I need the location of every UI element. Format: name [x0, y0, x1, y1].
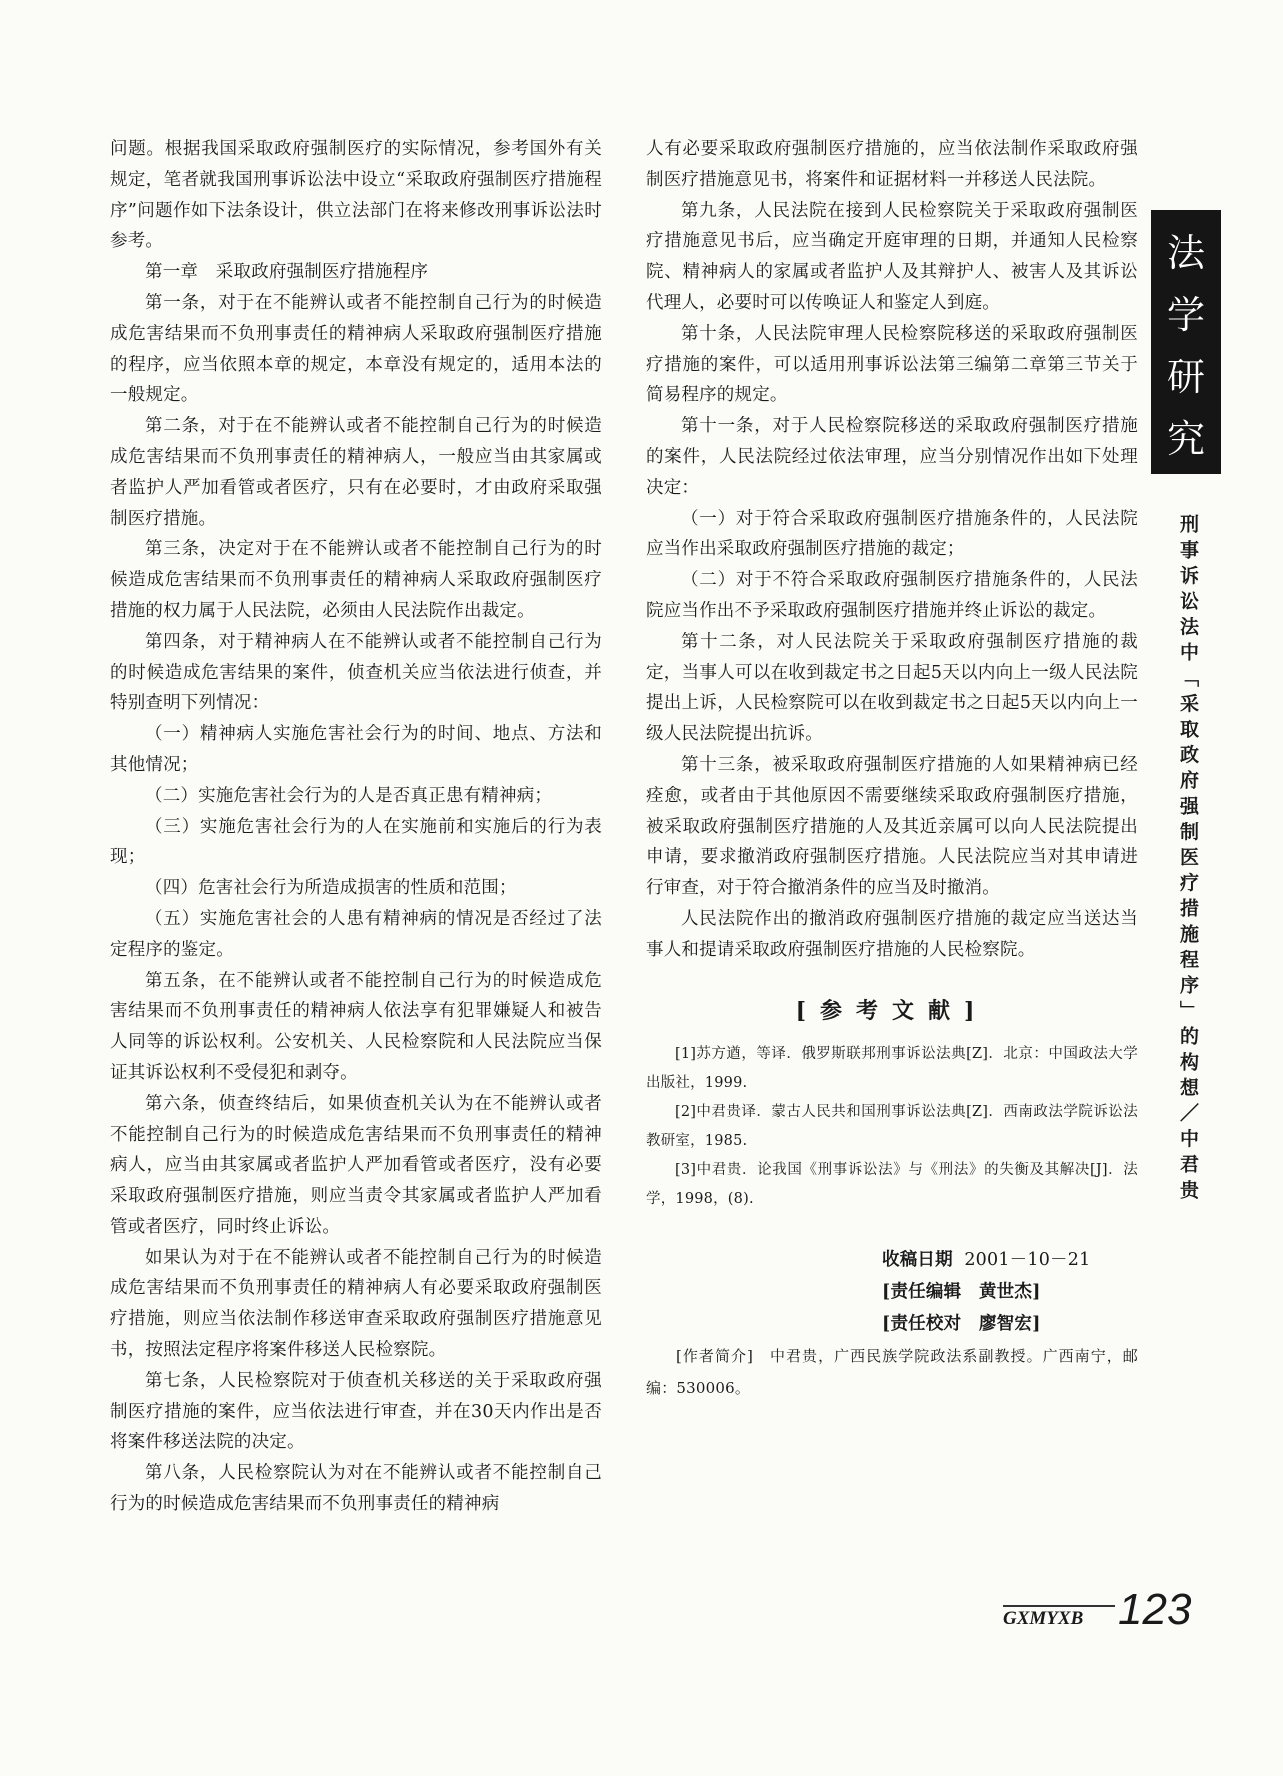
- left-column: [110, 134, 602, 1520]
- article-metadata: [646, 1244, 1138, 1340]
- section-tab-char: 学: [1166, 292, 1205, 337]
- section-tab: [1151, 210, 1221, 474]
- article-10: 第十条，人民法院审理人民检察院移送的采取政府强制医疗措施的案件，可以适用刑事诉讼法第三编第二章第三节关于简易程序的规定。: [646, 323, 1138, 406]
- article-4-item-5: （五）实施危害社会的人患有精神病的情况是否经过了法定程序的鉴定。: [110, 908, 602, 960]
- article-8-continued: 人有必要采取政府强制医疗措施的，应当依法制作采取政府强制医疗措施意见书，将案件和证据材料一并移送人民法院。: [646, 139, 1138, 190]
- reference-1: [1]苏方遒，等译．俄罗斯联邦刑事诉讼法典[Z]．北京：中国政法大学出版社，1999.: [646, 1045, 1138, 1091]
- article-4-item-1: （一）精神病人实施危害社会行为的时间、地点、方法和其他情况；: [110, 724, 602, 775]
- article-4-item-3: （三）实施危害社会行为的人在实施前和实施后的行为表现；: [110, 816, 602, 868]
- author-note: [作者简介] 中君贵，广西民族学院政法系副教授。广西南宁，邮编：530006。: [646, 1346, 1138, 1397]
- article-13-continued: 人民法院作出的撤消政府强制医疗措施的裁定应当送达当事人和提请采取政府强制医疗措施的人民检察院。: [646, 908, 1138, 960]
- article-7: 第七条，人民检察院对于侦查机关移送的关于采取政府强制医疗措施的案件，应当依法进行审查，并在30天内作出是否将案件移送法院的决定。: [110, 1370, 602, 1453]
- received-label: 收稿日期: [882, 1249, 953, 1270]
- article-9: 第九条，人民法院在接到人民检察院关于采取政府强制医疗措施意见书后，应当确定开庭审理的日期，并通知人民检察院、精神病人的家属或者监护人及其辩护人、被害人及其诉讼代理人，必要时可以传唤证人和鉴定人到庭。: [646, 200, 1138, 313]
- article-6-continued: 如果认为对于在不能辨认或者不能控制自己行为的时候造成危害结果而不负刑事责任的精神病人有必要采取政府强制医疗措施，则应当依法制作移送审查采取政府强制医疗措施意见书，按照法定程序将案件移送人民检察院。: [110, 1247, 602, 1361]
- article-6: 第六条，侦查终结后，如果侦查机关认为在不能辨认或者不能控制自己行为的时候造成危害结果而不负刑事责任的精神病人，应当由其家属或者监护人严加看管或者医疗，没有必要采取政府强制医疗措施，则应当责令其家属或者监护人严加看管或者医疗，同时终止诉讼。: [110, 1093, 602, 1237]
- article-3: 第三条，决定对于在不能辨认或者不能控制自己行为的时候造成危害结果而不负刑事责任的精神病人采取政府强制医疗措施的权力属于人民法院，必须由人民法院作出裁定。: [110, 539, 602, 621]
- footer-rule: [1003, 1605, 1115, 1607]
- chapter-title: 第一章 采取政府强制医疗措施程序: [145, 262, 429, 283]
- responsible-editor: [责任编辑 黄世杰]: [882, 1281, 1041, 1302]
- article-5: 第五条，在不能辨认或者不能控制自己行为的时候造成危害结果而不负刑事责任的精神病人依法享有犯罪嫌疑人和被告人同等的诉讼权利。公安机关、人民检察院和人民法院应当保证其诉讼权利不受侵犯和剥夺。: [110, 970, 602, 1083]
- article-4-item-2: （二）实施危害社会行为的人是否真正患有精神病；: [145, 785, 553, 806]
- reference-2: [2]中君贵译．蒙古人民共和国刑事诉讼法典[Z]．西南政法学院诉讼法教研室，1985.: [646, 1103, 1138, 1149]
- responsible-proofreader: [责任校对 廖智宏]: [882, 1313, 1041, 1334]
- article-8: 第八条，人民检察院认为对在不能辨认或者不能控制自己行为的时候造成危害结果而不负刑事责任的精神病: [110, 1463, 602, 1515]
- article-11-item-1: （一）对于符合采取政府强制医疗措施条件的，人民法院应当作出采取政府强制医疗措施的裁定；: [646, 508, 1138, 560]
- article-4: 第四条，对于精神病人在不能辨认或者不能控制自己行为的时候造成危害结果的案件，侦查机关应当依法进行侦查，并特别查明下列情况：: [110, 631, 602, 714]
- article-11: 第十一条，对于人民检察院移送的采取政府强制医疗措施的案件，人民法院经过依法审理，应当分别情况作出如下处理决定：: [646, 416, 1138, 498]
- article-12: 第十二条，对人民法院关于采取政府强制医疗措施的裁定，当事人可以在收到裁定书之日起5天以内向上一级人民法院提出上诉，人民检察院可以在收到裁定书之日起5天以内向上一级人民法院提出抗诉。: [646, 631, 1138, 745]
- article-11-item-2: （二）对于不符合采取政府强制医疗措施条件的，人民法院应当作出不予采取政府强制医疗措施并终止诉讼的裁定。: [646, 570, 1138, 621]
- article-2: 第二条，对于在不能辨认或者不能控制自己行为的时候造成危害结果而不负刑事责任的精神病人，一般应当由其家属或者监护人严加看管或者医疗，只有在必要时，才由政府采取强制医疗措施。: [110, 416, 602, 529]
- article-1: 第一条，对于在不能辨认或者不能控制自己行为的时候造成危害结果而不负刑事责任的精神病人采取政府强制医疗措施的程序，应当依照本章的规定，本章没有规定的，适用本法的一般规定。: [110, 292, 602, 406]
- section-tab-char: 研: [1166, 354, 1205, 399]
- article-4-item-4: （四）危害社会行为所造成损害的性质和范围；: [145, 878, 517, 899]
- received-date: 2001－10－21: [964, 1249, 1091, 1270]
- running-title: 刑事诉讼法中「采取政府强制医疗措施程序」的构想／中君贵: [1177, 514, 1199, 1206]
- intro-paragraph: 问题。根据我国采取政府强制医疗的实际情况，参考国外有关规定，笔者就我国刑事诉讼法中设立“采取政府强制医疗措施程序”问题作如下法条设计，供立法部门在将来修改刑事诉讼法时参考。: [110, 139, 602, 252]
- references-title: [参考文献]: [795, 997, 989, 1024]
- section-tab-char: 法: [1166, 230, 1205, 275]
- reference-3: [3]中君贵．论我国《刑事诉讼法》与《刑法》的失衡及其解决[J]．法学，1998，(8).: [646, 1161, 1138, 1207]
- section-tab-char: 究: [1166, 416, 1205, 461]
- article-13: 第十三条，被采取政府强制医疗措施的人如果精神病已经痊愈，或者由于其他原因不需要继续采取政府强制医疗措施，被采取政府强制医疗措施的人及其近亲属可以向人民法院提出申请，要求撤消政府强制医疗措施。人民法院应当对其申请进行审查，对于符合撤消条件的应当及时撤消。: [646, 754, 1138, 899]
- right-column: [646, 134, 1138, 1404]
- journal-code: GXMYXB: [1003, 1608, 1084, 1629]
- page-number: 123: [1118, 1585, 1192, 1634]
